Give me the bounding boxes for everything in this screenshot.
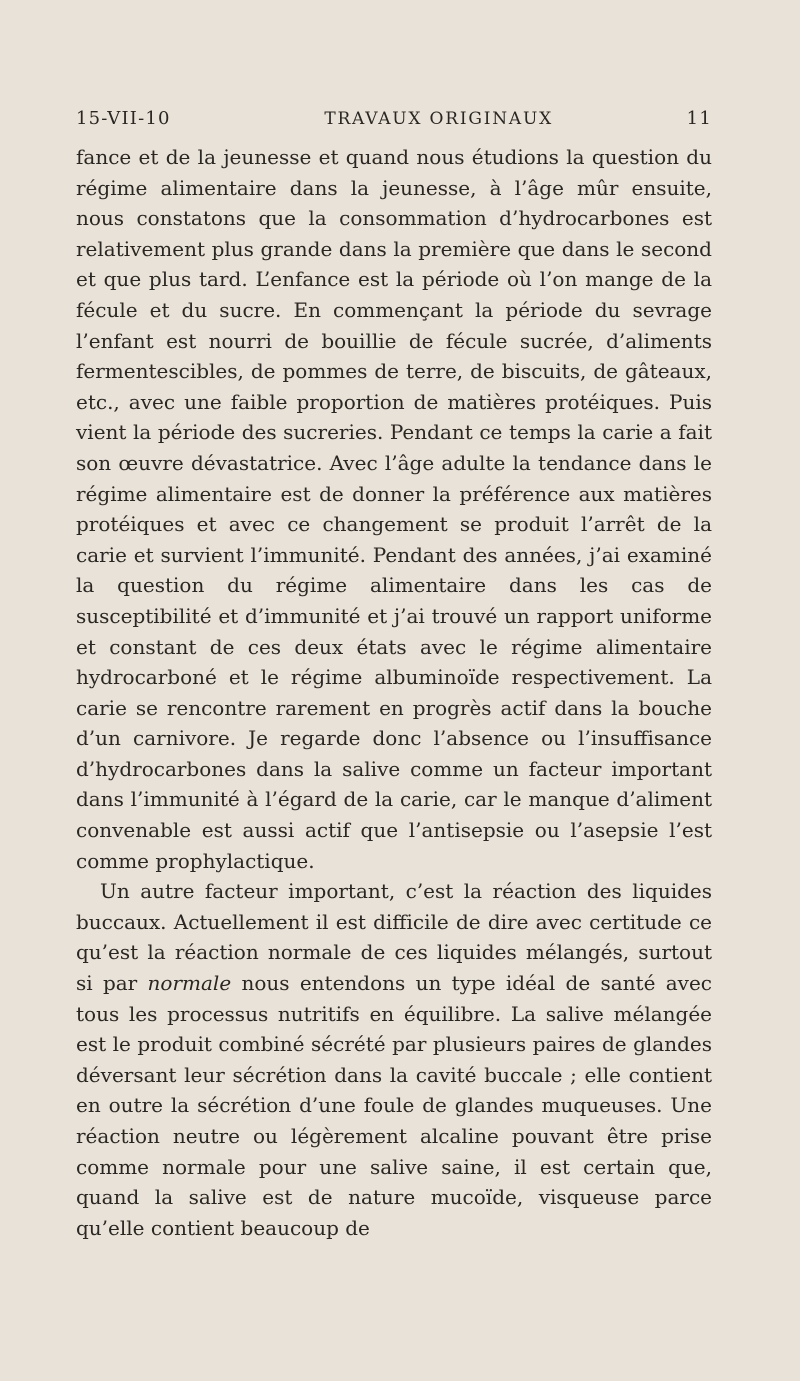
running-head-title: TRAVAUX ORIGINAUX: [324, 109, 554, 129]
paragraph-2-before: Un autre facteur important, c’est la réaction des liquides buccaux. Actuellement il est difficile de dire avec certitude ce qu’est la réaction normale de ces liquides mélangés, surtout si par: [76, 879, 712, 996]
running-head: [76, 108, 712, 140]
paragraph-2-after: nous entendons un type idéal de santé avec tous les processus nutritifs en équilibre. La salive mélangée est le produit combiné sécrété par plusieurs paires de glandes déversant leur sécrétion dans la cavité buccale ; elle contient en outre la sécrétion d’une foule de glandes muqueuses. Une réaction neutre ou légèrement alcaline pouvant être prise comme normale pour une salive saine, il est certain que, quand la salive est de nature mucoïde, visqueuse parce qu’elle contient beaucoup de: [76, 971, 712, 1240]
paragraph-2-emphasis: normale: [147, 971, 232, 996]
body-text: [76, 142, 712, 1243]
running-head-date: 15-VII-10: [76, 108, 171, 129]
paragraph-2: [76, 876, 712, 1243]
paragraph-1: fance et de la jeunesse et quand nous étudions la question du régime alimentaire dans la jeunesse, à l’âge mûr ensuite, nous constatons que la consommation d’hydrocarbones est relativement plus grande dans la première que dans le second et que plus tard. L’enfance est la période où l’on mange de la fécule et du sucre. En commençant la période du sevrage l’enfant est nourri de bouillie de fécule sucrée, d’aliments fermentescibles, de pommes de terre, de biscuits, de gâteaux, etc., avec une faible proportion de matières protéiques. Puis vient la période des sucreries. Pendant ce temps la carie a fait son œuvre dévastatrice. Avec l’âge adulte la tendance dans le régime alimentaire est de donner la préférence aux matières protéiques et avec ce changement se produit l’arrêt de la carie et survient l’immunité. Pendant des années, j’ai examiné la question du régime alimentaire dans les cas de susceptibilité et d’immunité et j’ai trouvé un rapport uniforme et constant de ces deux états avec le régime alimentaire hydrocarboné et le régime albuminoïde respectivement. La carie se rencontre rarement en progrès actif dans la bouche d’un carnivore. Je regarde donc l’absence ou l’insuffisance d’hydrocarbones dans la salive comme un facteur important dans l’immunité à l’égard de la carie, car le manque d’aliment convenable est aussi actif que l’antisepsie ou l’asepsie l’est comme prophylactique.: [76, 145, 712, 873]
page-number: 11: [686, 108, 712, 129]
